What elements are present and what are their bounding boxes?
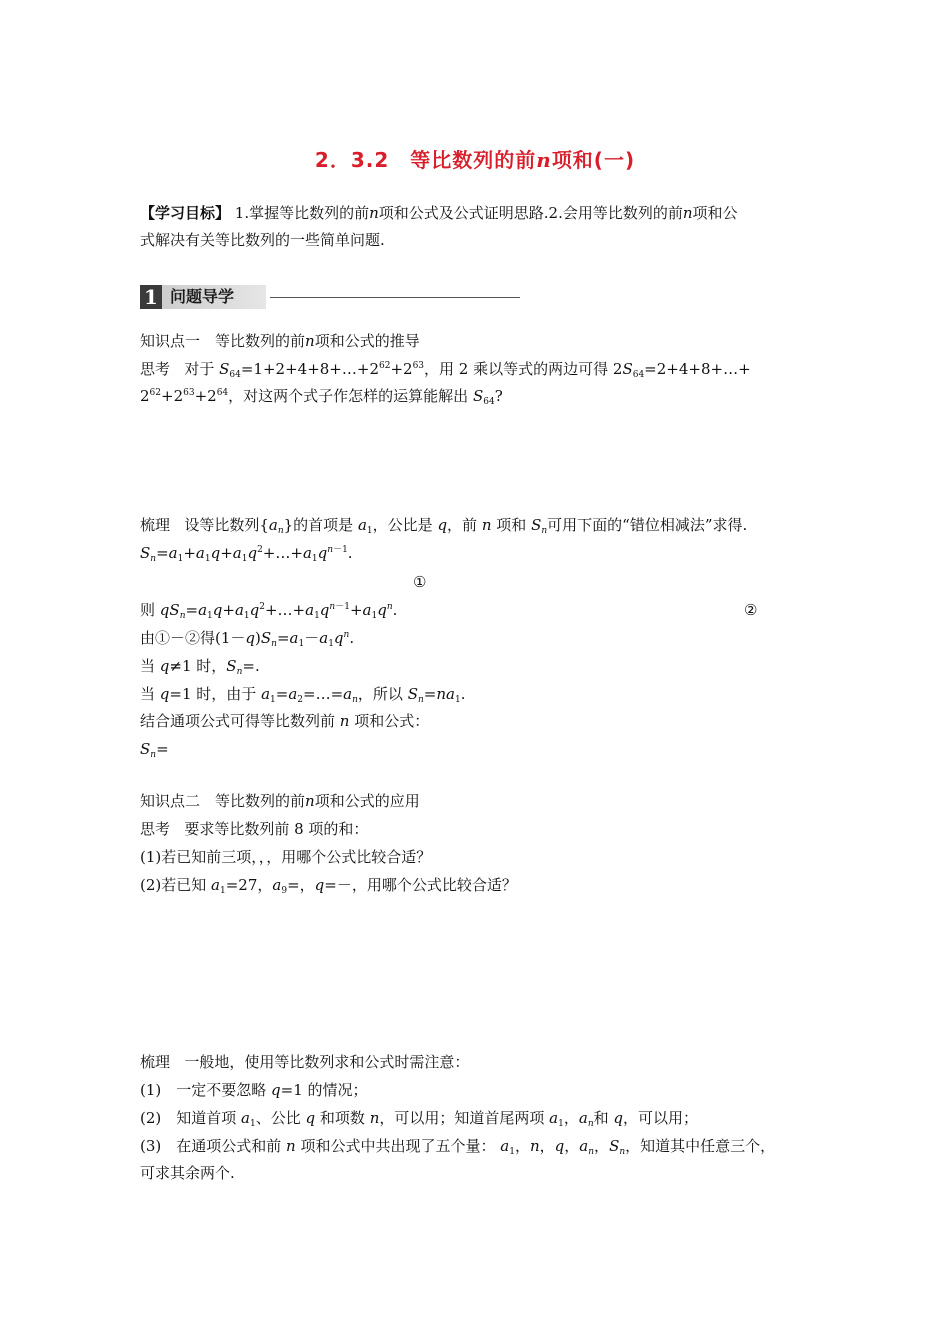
objectives-line-2: 式解决有关等比数列的一些简单问题. bbox=[140, 231, 385, 249]
section-rule bbox=[270, 297, 520, 298]
equation-marker-1: ① bbox=[413, 573, 427, 591]
comb2-intro: 梳理 一般地，使用等比数列求和公式时需注意： bbox=[140, 1053, 470, 1071]
comb1-eq-5: 当 q=1 时，由于 $a_1=a_2=\dots=a_n$，所以 $S_n=na_1$. bbox=[140, 685, 466, 705]
comb2-point-2: (2) 知道首项 $a_1$、公比 q 和项数 n，可以用；知道首尾两项 $a_1$，$a_n$和 q，可以用； bbox=[140, 1109, 699, 1129]
comb1-line-1: 梳理 设等比数列$\{a_n\}$的首项是 $a_1$，公比是 q，前 n 项和 $S_n$可用下面的“错位相减法”求得. bbox=[140, 516, 748, 536]
equation-marker-2: ② bbox=[744, 601, 758, 619]
comb2-point-1: (1) 一定不要忽略 q=1 的情况； bbox=[140, 1081, 368, 1099]
comb1-eq-1: $S_n=a_1+a_1q+a_1q^2+\dots+a_1q^{n-1}$. bbox=[140, 544, 353, 564]
section-banner bbox=[140, 285, 270, 309]
comb1-eq-6: 结合通项公式可得等比数列前 n 项和公式： bbox=[140, 712, 430, 730]
section-label: 问题导学 bbox=[170, 287, 235, 306]
comb2-point-3: (3) 在通项公式和前 n 项和公式中共出现了五个量： $a_1$，n，q，$a_n$，$S_n$，知道其中任意三个， bbox=[140, 1137, 776, 1157]
k2-think: 思考 要求等比数列前 8 项的和： bbox=[140, 820, 369, 838]
k1-think-line-2: $2^{62}+2^{63}+2^{64}$，对这两个式子作怎样的运算能解出 $S_{64}$? bbox=[140, 387, 503, 407]
k1-heading: 知识点一 等比数列的前n项和公式的推导 bbox=[140, 332, 420, 350]
section-number: 1 bbox=[140, 285, 162, 309]
k2-question-1: (1)若已知前三项，，，用哪个公式比较合适？ bbox=[140, 848, 432, 866]
comb1-eq-4: 当 q≠1 时，$S_n=$. bbox=[140, 657, 260, 677]
objectives-tag: 【学习目标】 bbox=[140, 204, 231, 222]
k1-think-line-1: 思考 对于 $S_{64}=1+2+4+8+\dots+2^{62}+2^{63}$，用 2 乘以等式的两边可得 $2S_{64}=2+4+8+\dots+$ bbox=[140, 360, 751, 380]
k2-heading: 知识点二 等比数列的前n项和公式的应用 bbox=[140, 792, 420, 810]
objectives-line-1: 【学习目标】 1.掌握等比数列的前n项和公式及公式证明思路.2.会用等比数列的前n项和公 bbox=[140, 204, 738, 222]
page-title: 2．3.2 等比数列的前n项和(一) bbox=[314, 148, 636, 172]
comb1-eq-7: $S_n=$ bbox=[140, 740, 169, 760]
k2-question-2: (2)若已知 $a_1=27$，$a_9=$，q=－，用哪个公式比较合适？ bbox=[140, 876, 517, 896]
comb1-eq-2: 则 $qS_n=a_1q+a_1q^2+\dots+a_1q^{n-1}+a_1q^n$. bbox=[140, 601, 398, 621]
comb1-eq-3: 由①－②得$(1-q)S_n=a_1-a_1q^n$. bbox=[140, 629, 355, 649]
comb2-point-3-cont: 可求其余两个. bbox=[140, 1164, 235, 1182]
